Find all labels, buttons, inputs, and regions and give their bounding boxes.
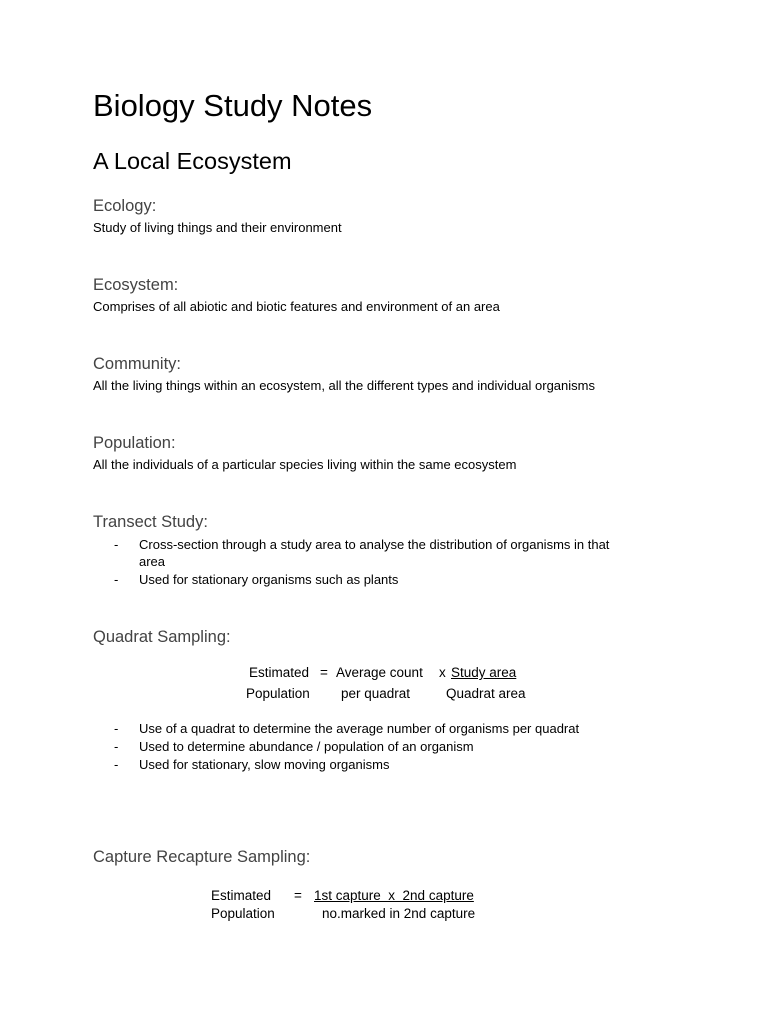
list-item: Used to determine abundance / population of an organism [139, 739, 474, 754]
page-subtitle: A Local Ecosystem [93, 148, 292, 174]
text-ecosystem: Comprises of all abiotic and biotic features and environment of an area [93, 299, 500, 314]
heading-capture-recapture: Capture Recapture Sampling: [93, 848, 311, 866]
formula-times: x [439, 665, 446, 680]
formula-estimated: Estimated [211, 888, 272, 903]
bullet-marker: - [114, 739, 119, 754]
heading-ecology: Ecology: [93, 197, 157, 215]
formula-quadrat-area: Quadrat area [446, 686, 526, 701]
text-population: All the individuals of a particular species living within the same ecosystem [93, 457, 517, 472]
heading-community: Community: [93, 355, 182, 373]
list-item: Cross-section through a study area to analyse the distribution of organisms in that [139, 537, 610, 552]
formula-population: Population [246, 686, 310, 701]
heading-population: Population: [93, 434, 176, 452]
list-item: Used for stationary, slow moving organisms [139, 757, 390, 772]
bullet-marker: - [114, 757, 119, 772]
text-ecology: Study of living things and their environment [93, 220, 342, 235]
formula-population: Population [211, 906, 275, 921]
formula-study-area: Study area [451, 665, 517, 680]
text-community: All the living things within an ecosystem, all the different types and individual organisms [93, 378, 595, 393]
formula-equals: = [320, 665, 328, 680]
list-item-continuation: area [139, 554, 166, 569]
formula-equals: = [294, 888, 302, 903]
formula-estimated: Estimated [249, 665, 310, 680]
bullet-marker: - [114, 537, 119, 552]
list-item: Used for stationary organisms such as plants [139, 572, 399, 587]
bullet-marker: - [114, 721, 119, 736]
heading-transect-study: Transect Study: [93, 513, 208, 531]
list-item: Use of a quadrat to determine the average number of organisms per quadrat [139, 721, 580, 736]
page-title: Biology Study Notes [93, 88, 373, 123]
bullet-marker: - [114, 572, 119, 587]
heading-quadrat-sampling: Quadrat Sampling: [93, 628, 231, 646]
formula-average-count: Average count [336, 665, 423, 680]
formula-numerator: 1st capture x 2nd capture [314, 888, 474, 903]
formula-per-quadrat: per quadrat [341, 686, 411, 701]
formula-denominator: no.marked in 2nd capture [322, 906, 476, 921]
heading-ecosystem: Ecosystem: [93, 276, 179, 294]
